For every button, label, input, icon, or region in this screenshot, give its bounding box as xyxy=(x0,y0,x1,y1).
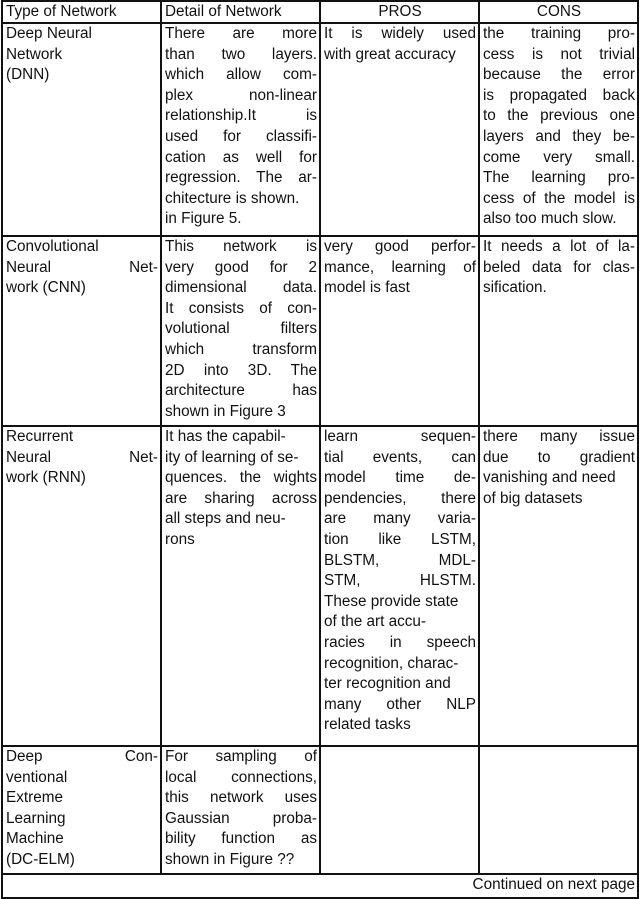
footer-row xyxy=(2,874,638,898)
table-row xyxy=(2,426,638,746)
cons-cell xyxy=(479,426,638,746)
cell-line: which transform xyxy=(165,340,317,358)
detail-cell xyxy=(161,426,320,746)
cell-line: relationship.It is xyxy=(165,107,317,125)
cell-line: dimensional data. xyxy=(165,279,317,297)
table-row xyxy=(2,236,638,426)
cell-line: shown in Figure 3 xyxy=(165,402,286,420)
cell-line: recognition, charac- xyxy=(324,654,459,672)
cell-line: racies in speech xyxy=(324,633,476,651)
cell-line: It is widely used xyxy=(324,25,476,42)
cell-line: Gaussian proba- xyxy=(165,809,317,827)
cell-line: tion like LSTM, xyxy=(324,530,476,548)
cell-line: local connections, xyxy=(165,768,317,786)
cell-line: This network is xyxy=(165,238,317,255)
cell-line: of big datasets xyxy=(483,489,583,507)
detail-cell xyxy=(161,236,320,426)
cell-line: cation as well for xyxy=(165,148,317,166)
cell-line: beled data for clas- xyxy=(483,258,635,276)
cell-line: is propagated back xyxy=(483,86,635,104)
cell-line: come very small. xyxy=(483,148,635,166)
cell-line: work (RNN) xyxy=(6,469,86,487)
cell-line: rons xyxy=(165,530,195,548)
cell-line: Machine xyxy=(6,830,64,848)
detail-cell xyxy=(161,746,320,874)
cell-line: of the art accu- xyxy=(324,613,427,631)
cell-line: It has the capabil- xyxy=(165,428,286,445)
cell-line: also too much slow. xyxy=(483,210,617,228)
cell-line: which allow com- xyxy=(165,66,317,84)
cell-line: Recurrent xyxy=(6,428,74,445)
cell-line: STM, HLSTM. xyxy=(324,572,476,590)
cell-line: ventional xyxy=(6,768,68,786)
cell-line: work (CNN) xyxy=(6,279,86,297)
type-cell xyxy=(2,426,161,746)
cell-line: because the error xyxy=(483,66,635,84)
cell-line: regression. The ar- xyxy=(165,169,317,187)
cell-line: there many issue xyxy=(483,428,635,445)
cell-line: all steps and neu- xyxy=(165,510,286,528)
cell-line: due to gradient xyxy=(483,448,635,466)
pros-cell xyxy=(320,426,479,746)
cell-line: very good perfor- xyxy=(324,238,476,255)
cell-line: There are more xyxy=(165,25,317,42)
cons-cell xyxy=(479,23,638,236)
cell-line: sification. xyxy=(483,279,547,297)
network-comparison-table xyxy=(1,0,639,899)
cell-line: BLSTM, MDL- xyxy=(324,551,476,569)
cell-line: are sharing across xyxy=(165,489,317,507)
cell-line: in Figure 5. xyxy=(165,210,242,228)
cell-line: For sampling of xyxy=(165,748,317,765)
pros-cell xyxy=(320,746,479,874)
header-cons: CONS xyxy=(479,1,638,23)
cell-line: cess of the model is xyxy=(483,189,635,207)
header-pros: PROS xyxy=(320,1,479,23)
cell-line: Deep Neural xyxy=(6,25,92,42)
cell-line: Neural Net- xyxy=(6,258,158,276)
cell-line: 2D into 3D. The xyxy=(165,361,317,379)
cell-line: ity of learning of se- xyxy=(165,448,299,466)
cell-line: with great accuracy xyxy=(324,45,456,63)
cell-line: the training pro- xyxy=(483,25,635,42)
cons-cell xyxy=(479,236,638,426)
type-cell xyxy=(2,746,161,874)
cell-line: bility function as xyxy=(165,830,317,848)
cell-line: chitecture is shown. xyxy=(165,189,300,207)
type-cell xyxy=(2,236,161,426)
type-cell xyxy=(2,23,161,236)
cons-cell xyxy=(479,746,638,874)
cell-line: model time de- xyxy=(324,469,476,487)
table-row xyxy=(2,23,638,236)
cell-line: layers and they be- xyxy=(483,127,635,145)
cell-line: architecture has xyxy=(165,382,317,400)
cell-line: mance, learning of xyxy=(324,258,476,276)
header-detail: Detail of Network xyxy=(161,1,320,23)
cell-line: ter recognition and xyxy=(324,675,451,693)
table-row xyxy=(2,746,638,874)
cell-line: (DC-ELM) xyxy=(6,850,75,868)
cell-line: quences. the wights xyxy=(165,469,317,487)
cell-line: many other NLP xyxy=(324,695,476,713)
cell-line: very good for 2 xyxy=(165,258,317,276)
pros-cell xyxy=(320,23,479,236)
header-row xyxy=(2,1,638,23)
cell-line: tial events, can xyxy=(324,448,476,466)
cell-line: The learning pro- xyxy=(483,169,635,187)
cell-line: pendencies, there xyxy=(324,489,476,507)
cell-line: this network uses xyxy=(165,789,317,807)
cell-line: (DNN) xyxy=(6,66,50,84)
cell-line: used for classifi- xyxy=(165,127,317,145)
cell-line: model is fast xyxy=(324,279,410,297)
cell-line: Learning xyxy=(6,809,66,827)
cell-line: Network xyxy=(6,45,63,63)
cell-line: plex non-linear xyxy=(165,86,317,104)
cell-line: related tasks xyxy=(324,716,411,734)
header-type: Type of Network xyxy=(2,1,161,23)
cell-line: Extreme xyxy=(6,789,63,807)
continued-note: Continued on next page xyxy=(2,874,638,898)
cell-line: than two layers. xyxy=(165,45,317,63)
cell-line: are many varia- xyxy=(324,510,476,528)
cell-line: to the previous one xyxy=(483,107,635,125)
cell-line: vanishing and need xyxy=(483,469,616,487)
cell-line: Convolutional xyxy=(6,238,99,255)
cell-line: shown in Figure ?? xyxy=(165,850,295,868)
cell-line: It needs a lot of la- xyxy=(483,238,635,255)
cell-line: volutional filters xyxy=(165,320,317,338)
cell-line: Neural Net- xyxy=(6,448,158,466)
cell-line: learn sequen- xyxy=(324,428,476,445)
pros-cell xyxy=(320,236,479,426)
detail-cell xyxy=(161,23,320,236)
cell-line: It consists of con- xyxy=(165,299,317,317)
cell-line: Deep Con- xyxy=(6,748,158,765)
cell-line: cess is not trivial xyxy=(483,45,635,63)
cell-line: These provide state xyxy=(324,592,459,610)
